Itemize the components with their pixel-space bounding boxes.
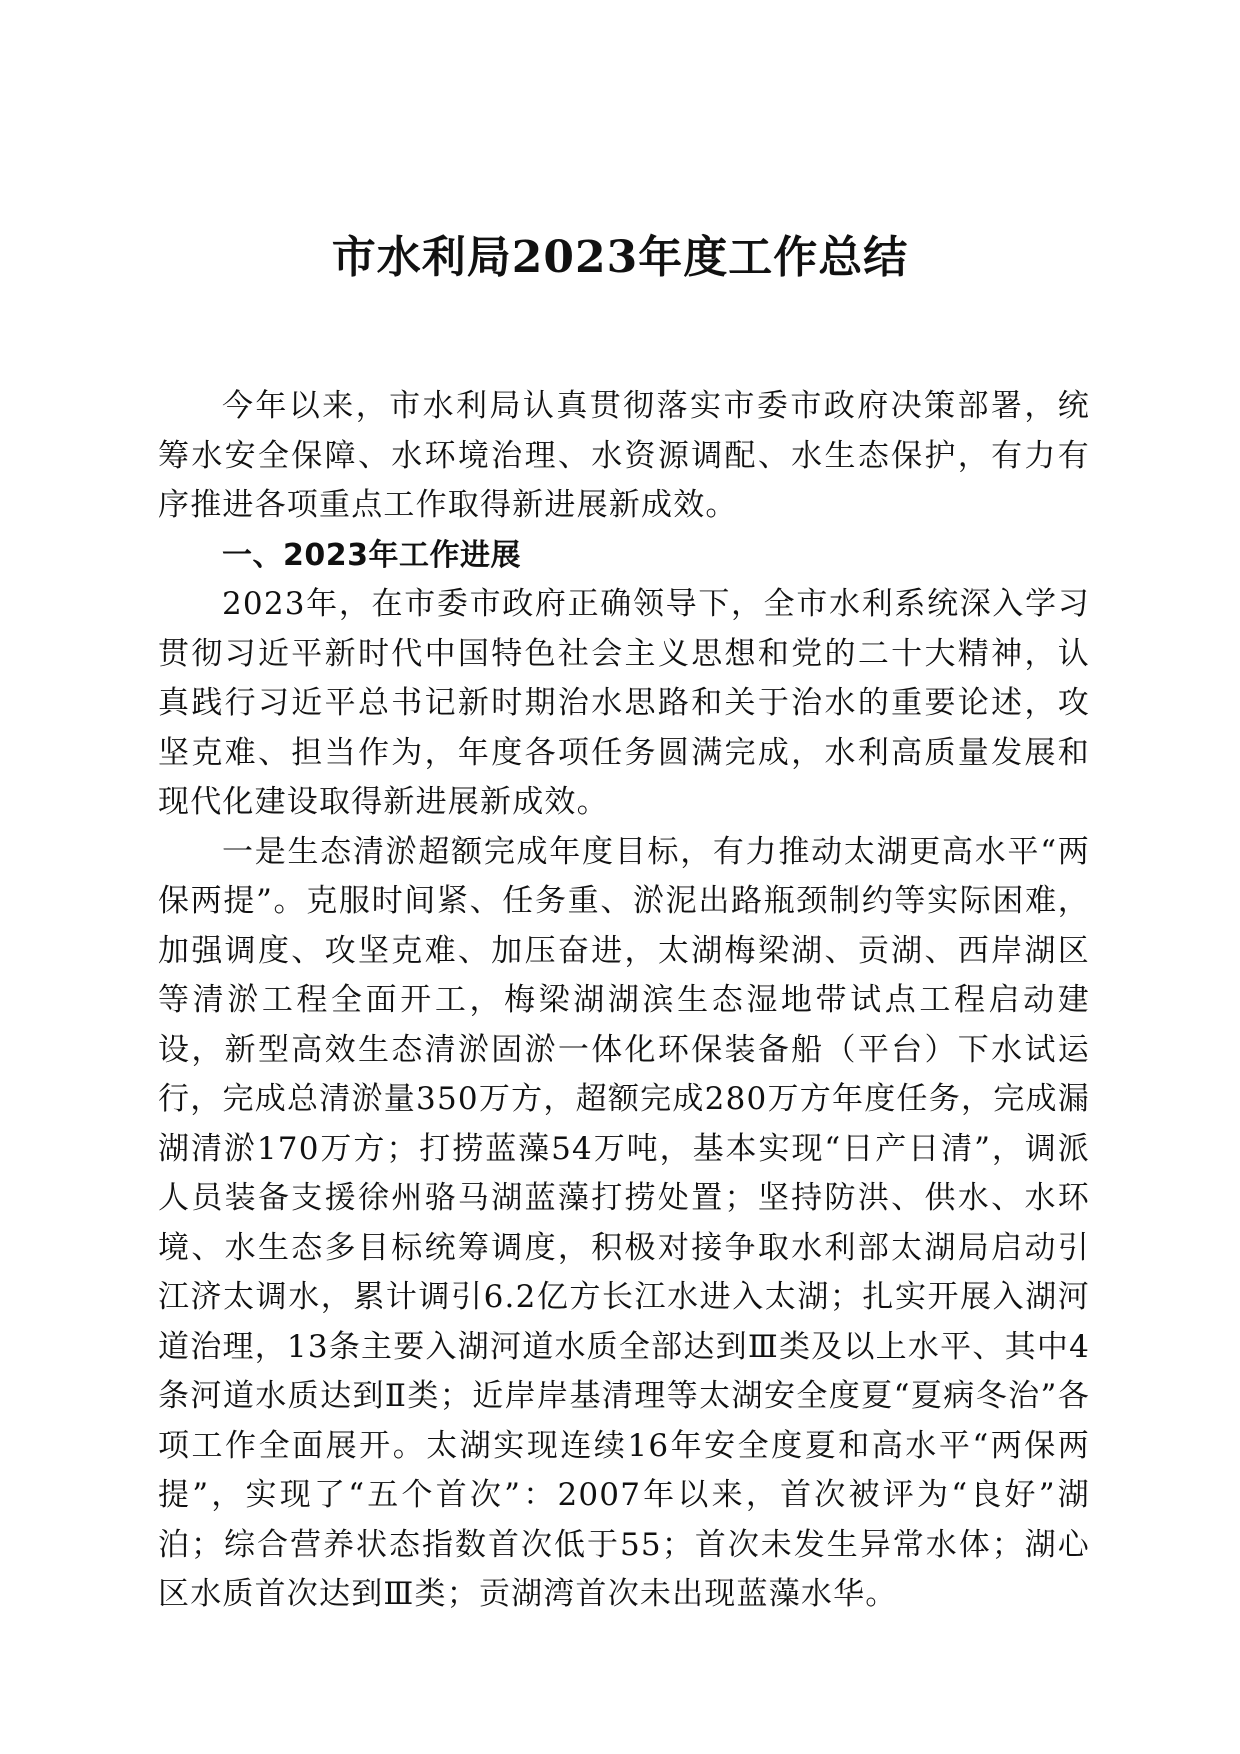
document-title: 市水利局2023年度工作总结 bbox=[331, 232, 909, 283]
section-paragraph-overview: 2023年，在市委市政府正确领导下，全市水利系统深入学习贯彻习近平新时代中国特色社会主义思想和党的二十大精神，认真践行习近平总书记新时期治水思路和关于治水的重要论述，攻坚克难、担当作为，年度各项任务圆满完成，水利高质量发展和现代化建设取得新进展新成效。 bbox=[158, 586, 1090, 820]
document-body bbox=[158, 382, 1090, 1620]
section-paragraph-dredging: 一是生态清淤超额完成年度目标，有力推动太湖更高水平“两保两提”。克服时间紧、任务重、淤泥出路瓶颈制约等实际困难，加强调度、攻坚克难、加压奋进，太湖梅梁湖、贡湖、西岸湖区等清淤工程全面开工，梅梁湖湖滨生态湿地带试点工程启动建设，新型高效生态清淤固淤一体化环保装备船（平台）下水试运行，完成总清淤量350万方，超额完成280万方年度任务，完成漏湖清淤170万方；打捞蓝藻54万吨，基本实现“日产日清”，调派人员装备支援徐州骆马湖蓝藻打捞处置；坚持防洪、供水、水环境、水生态多目标统筹调度，积极对接争取水利部太湖局启动引江济太调水，累计调引6.2亿方长江水进入太湖；扎实开展入湖河道治理，13条主要入湖河道水质全部达到Ⅲ类及以上水平、其中4条河道水质达到Ⅱ类；近岸岸基清理等太湖安全度夏“夏病冬治”各项工作全面展开。太湖实现连续16年安全度夏和高水平“两保两提”，实现了“五个首次”：2007年以来，首次被评为“良好”湖泊；综合营养状态指数首次低于55；首次未发生异常水体；湖心区水质首次达到Ⅲ类；贡湖湾首次未出现蓝藻水华。 bbox=[158, 833, 1090, 1612]
section-heading: 一、2023年工作进展 bbox=[222, 537, 521, 573]
intro-paragraph: 今年以来，市水利局认真贯彻落实市委市政府决策部署，统筹水安全保障、水环境治理、水资源调配、水生态保护，有力有序推进各项重点工作取得新进展新成效。 bbox=[158, 388, 1090, 523]
